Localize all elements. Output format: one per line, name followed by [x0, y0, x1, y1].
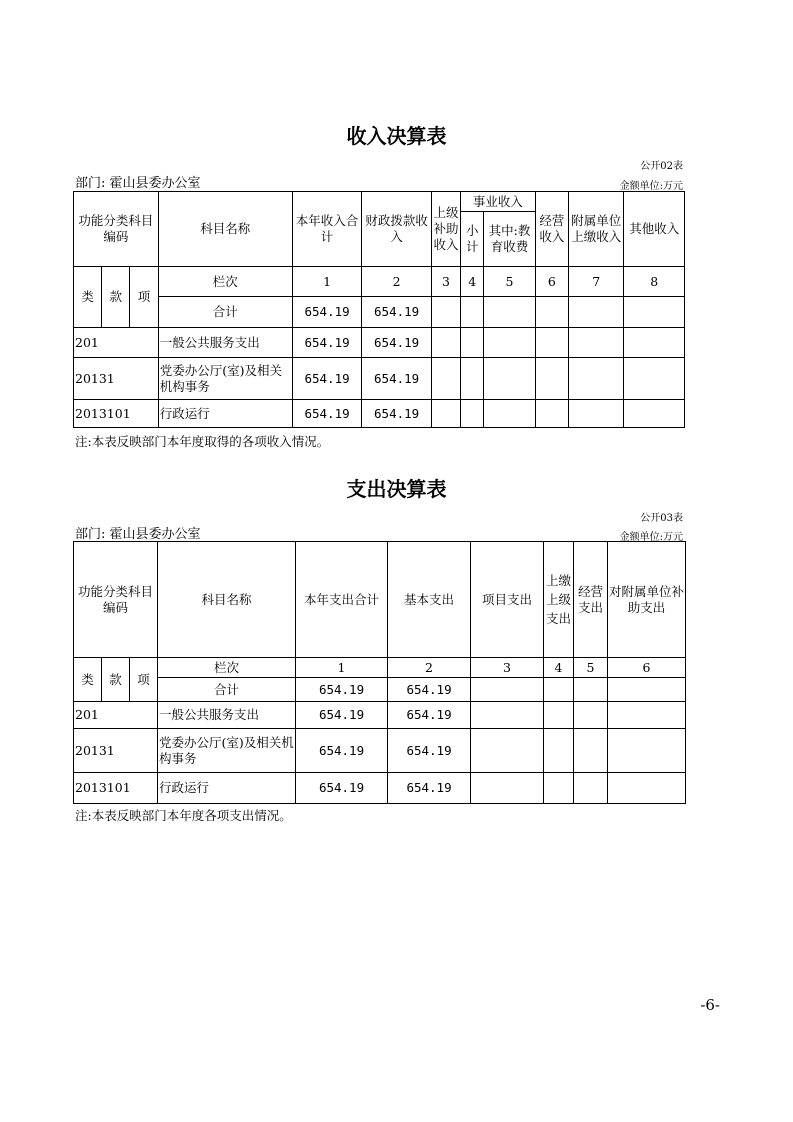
income-col-2: 2 — [362, 267, 432, 297]
expense-row-basic: 654.19 — [388, 729, 471, 773]
income-header-operating: 经营收入 — [535, 192, 568, 267]
expense-row-total: 654.19 — [296, 702, 388, 729]
expense-col-5: 5 — [574, 658, 608, 678]
income-row-code: 20131 — [74, 358, 159, 400]
income-row-fiscal: 654.19 — [362, 328, 432, 358]
income-col-5: 5 — [484, 267, 535, 297]
income-header-affiliated: 附属单位上缴收入 — [569, 192, 624, 267]
income-row-code: 2013101 — [74, 400, 159, 428]
expense-amount-unit: 金额单位:万元 — [619, 532, 683, 543]
expense-header-basic: 基本支出 — [388, 542, 471, 658]
table-row — [74, 328, 685, 358]
income-col-6: 6 — [535, 267, 568, 297]
income-header-subtotal: 小计 — [461, 212, 484, 267]
expense-row-total: 654.19 — [296, 773, 388, 804]
income-note: 注:本表反映部门本年度取得的各项收入情况。 — [75, 434, 330, 449]
income-row-fiscal: 654.19 — [362, 400, 432, 428]
expense-total-basic: 654.19 — [388, 678, 471, 702]
income-row-name: 一般公共服务支出 — [158, 328, 292, 358]
expense-row-name: 党委办公厅(室)及相关机构事务 — [158, 729, 296, 773]
expense-row-name: 一般公共服务支出 — [158, 702, 296, 729]
income-amount-unit: 金额单位:万元 — [619, 181, 683, 192]
income-col-1: 1 — [292, 267, 362, 297]
income-table-code: 公开02表 — [640, 161, 683, 172]
income-row-name: 行政运行 — [158, 400, 292, 428]
expense-col-1: 1 — [296, 658, 388, 678]
income-col-4: 4 — [461, 267, 484, 297]
expense-header-operating: 经营支出 — [574, 542, 608, 658]
income-title: 收入决算表 — [346, 124, 447, 148]
expense-row-total: 654.19 — [296, 729, 388, 773]
income-header-edu: 其中:教育收费 — [484, 212, 535, 267]
expense-header-project: 项目支出 — [471, 542, 544, 658]
income-col-8: 8 — [624, 267, 685, 297]
expense-header-func-code: 功能分类科目编码 — [74, 542, 158, 658]
expense-row-code: 2013101 — [74, 773, 158, 804]
expense-col-3: 3 — [471, 658, 544, 678]
income-total-total: 654.19 — [292, 297, 362, 328]
table-row — [74, 702, 686, 729]
expense-header-total: 本年支出合计 — [296, 542, 388, 658]
expense-row-code: 201 — [74, 702, 158, 729]
expense-total-label: 合计 — [158, 678, 296, 702]
income-header-upper: 上级补助收入 — [431, 192, 460, 267]
expense-col-label: 栏次 — [158, 658, 296, 678]
income-total-label: 合计 — [158, 297, 292, 328]
table-row — [74, 729, 686, 773]
expense-header-kuan: 款 — [102, 658, 130, 702]
page-number: -6- — [700, 996, 720, 1014]
income-header-kuan: 款 — [102, 267, 130, 328]
expense-header-affiliated: 对附属单位补助支出 — [608, 542, 686, 658]
expense-department: 部门: 霍山县委办公室 — [75, 527, 201, 542]
expense-col-6: 6 — [608, 658, 686, 678]
expense-row-basic: 654.19 — [388, 702, 471, 729]
income-header-lei: 类 — [74, 267, 102, 328]
income-row-total: 654.19 — [292, 400, 362, 428]
expense-total-total: 654.19 — [296, 678, 388, 702]
expense-header-subject: 科目名称 — [158, 542, 296, 658]
income-header-func-code: 功能分类科目编码 — [74, 192, 159, 267]
expense-col-2: 2 — [388, 658, 471, 678]
expense-table-code: 公开03表 — [640, 513, 683, 524]
income-header-subject: 科目名称 — [158, 192, 292, 267]
expense-row-basic: 654.19 — [388, 773, 471, 804]
expense-header-xiang: 项 — [130, 658, 158, 702]
expense-note: 注:本表反映部门本年度各项支出情况。 — [75, 808, 292, 823]
income-row-total: 654.19 — [292, 358, 362, 400]
income-table — [73, 191, 685, 428]
income-header-other: 其他收入 — [624, 192, 685, 267]
expense-title: 支出决算表 — [346, 477, 447, 501]
table-row — [74, 400, 685, 428]
income-row-fiscal: 654.19 — [362, 358, 432, 400]
income-col-7: 7 — [569, 267, 624, 297]
expense-table — [73, 541, 686, 804]
income-row-total: 654.19 — [292, 328, 362, 358]
income-total-fiscal: 654.19 — [362, 297, 432, 328]
expense-header-upper: 上缴上级支出 — [544, 542, 574, 658]
expense-header-lei: 类 — [74, 658, 102, 702]
income-header-total: 本年收入合计 — [292, 192, 362, 267]
income-department: 部门: 霍山县委办公室 — [75, 176, 201, 191]
income-col-3: 3 — [431, 267, 460, 297]
expense-row-code: 20131 — [74, 729, 158, 773]
income-header-xiang: 项 — [130, 267, 158, 328]
table-row — [74, 358, 685, 400]
income-col-label: 栏次 — [158, 267, 292, 297]
expense-row-name: 行政运行 — [158, 773, 296, 804]
income-row-name: 党委办公厅(室)及相关机构事务 — [158, 358, 292, 400]
income-header-career: 事业收入 — [461, 192, 536, 212]
income-header-fiscal: 财政拨款收入 — [362, 192, 432, 267]
income-row-code: 201 — [74, 328, 159, 358]
table-row — [74, 773, 686, 804]
expense-col-4: 4 — [544, 658, 574, 678]
